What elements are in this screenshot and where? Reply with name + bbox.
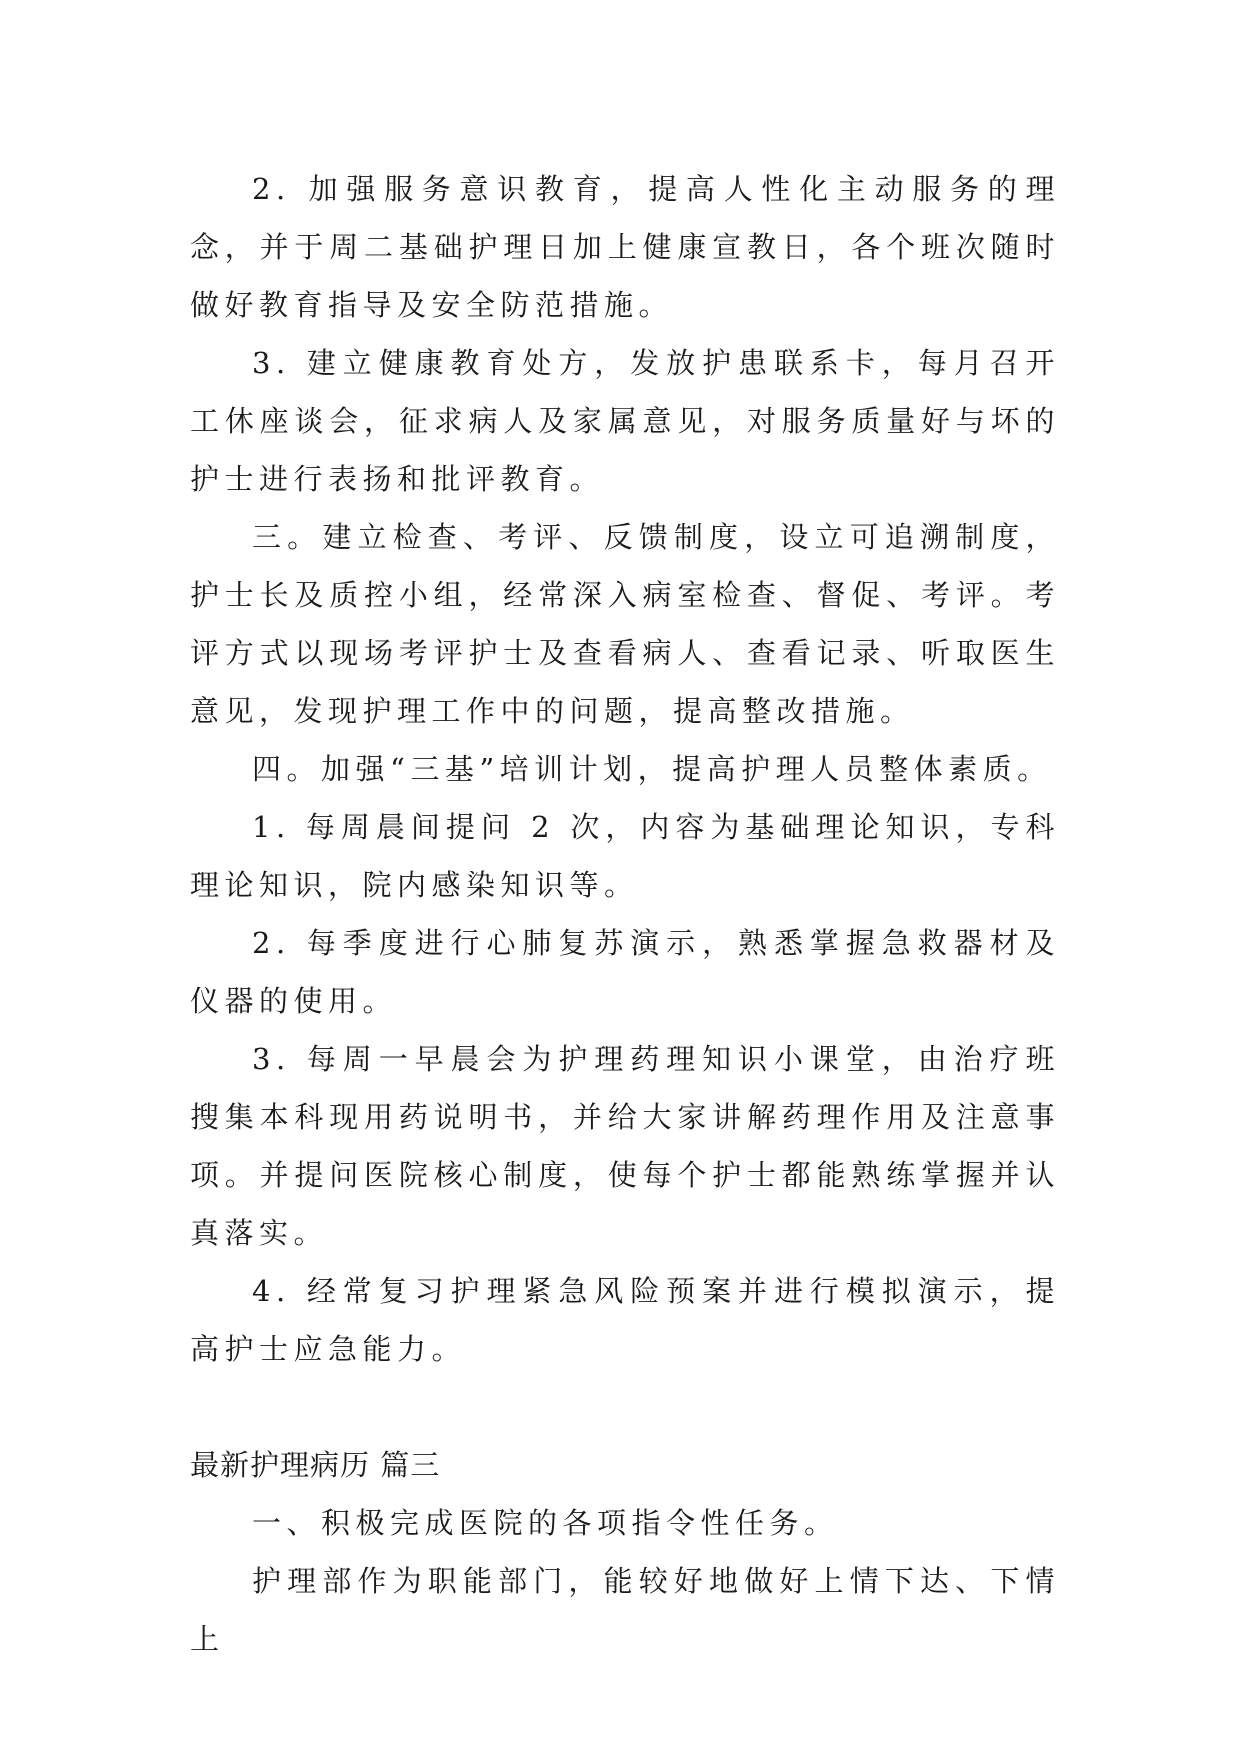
section-spacer [190, 1378, 1060, 1436]
document-body [190, 160, 1060, 1668]
paragraph-emergency-plan: 4. 经常复习护理紧急风险预案并进行模拟演示，提高护士应急能力。 [190, 1274, 1060, 1366]
section-heading: 最新护理病历 篇三 [190, 1448, 441, 1482]
paragraph-directive-tasks: 一、积极完成医院的各项指令性任务。 [252, 1506, 839, 1540]
paragraph-inspection-system: 三。建立检查、考评、反馈制度，设立可追溯制度，护士长及质控小组，经常深入病室检查、督促、考评。考评方式以现场考评护士及查看病人、查看记录、听取医生意见，发现护理工作中的问题，提高整改措施。 [190, 520, 1060, 728]
paragraph-cpr-demo: 2. 每季度进行心肺复苏演示，熟悉掌握急救器材及仪器的使用。 [190, 926, 1060, 1018]
paragraph-service-awareness: 2. 加强服务意识教育，提高人性化主动服务的理念，并于周二基础护理日加上健康宣教日，各个班次随时做好教育指导及安全防范措施。 [190, 172, 1060, 322]
paragraph-three-basics-training: 四。加强“三基”培训计划，提高护理人员整体素质。 [252, 752, 1052, 786]
paragraph-health-education: 3. 建立健康教育处方，发放护患联系卡，每月召开工休座谈会，征求病人及家属意见，对服务质量好与坏的护士进行表扬和批评教育。 [190, 346, 1060, 496]
paragraph-nursing-department: 护理部作为职能部门，能较好地做好上情下达、下情上 [190, 1564, 1060, 1656]
paragraph-morning-questions: 1. 每周晨间提问 2 次，内容为基础理论知识，专科理论知识，院内感染知识等。 [190, 810, 1060, 902]
paragraph-pharmacology-class: 3. 每周一早晨会为护理药理知识小课堂，由治疗班搜集本科现用药说明书，并给大家讲解药理作用及注意事项。并提问医院核心制度，使每个护士都能熟练掌握并认真落实。 [190, 1042, 1060, 1250]
